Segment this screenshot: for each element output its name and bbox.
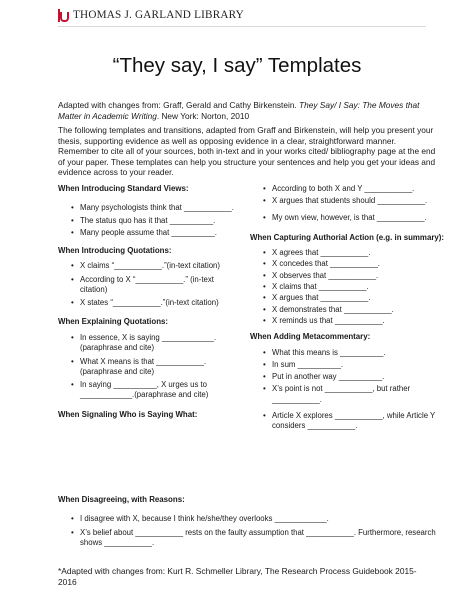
attribution-paragraph xyxy=(58,100,436,121)
list-item: • X reminds us that ___________. xyxy=(250,316,446,326)
signaling-list xyxy=(250,184,446,223)
list-item: • Many psychologists think that ___________. xyxy=(58,203,238,213)
left-column xyxy=(58,184,238,420)
list-item: • X’s point is not ___________, but rather ___________. xyxy=(250,384,446,405)
list-item: • Many people assume that __________. xyxy=(58,228,238,238)
library-header xyxy=(58,8,244,22)
list-item: • According to both X and Y ___________. xyxy=(250,184,446,194)
list-item: • X states “___________.”(in-text citation) xyxy=(58,298,238,308)
list-item: • X’s belief about ___________ rests on the faulty assumption that ___________. Furthermore, research shows ___________. xyxy=(58,528,436,549)
list-item: • My own view, however, is that ___________. xyxy=(250,213,446,223)
signaling-heading: When Signaling Who is Saying What: xyxy=(58,409,198,419)
disagreeing-list xyxy=(58,514,436,548)
disagreeing-section xyxy=(58,495,436,548)
quotations-heading: When Introducing Quotations: xyxy=(58,246,172,256)
list-item: • What X means is that ___________. (paraphrase and cite) xyxy=(58,357,238,378)
metacommentary-heading: When Adding Metacommentary: xyxy=(250,332,371,342)
library-name: THOMAS J. GARLAND LIBRARY xyxy=(73,9,244,21)
metacommentary-list xyxy=(250,348,446,432)
explaining-heading: When Explaining Quotations: xyxy=(58,316,169,326)
list-item: • X demonstrates that ___________. xyxy=(250,305,446,315)
right-column xyxy=(250,184,446,432)
list-item: • I disagree with X, because I think he/she/they overlooks ____________. xyxy=(58,514,436,524)
header-divider xyxy=(58,26,426,27)
standard-views-list xyxy=(58,203,238,238)
list-item: • According to X “___________.” (in-text citation) xyxy=(58,275,238,296)
list-item: • Article X explores ___________, while Article Y considers ___________. xyxy=(250,411,446,432)
list-item: • X argues that ___________. xyxy=(250,293,446,303)
explaining-list xyxy=(58,333,238,401)
list-item: • X argues that students should ___________. xyxy=(250,196,446,206)
list-item: • X agrees that ___________. xyxy=(250,248,446,258)
authorial-action-list xyxy=(250,248,446,326)
attribution-suffix: . New York: Norton, 2010 xyxy=(156,110,250,121)
list-item: • Put in another way __________. xyxy=(250,372,446,382)
list-item: • In sum __________. xyxy=(250,360,446,370)
footnote: *Adapted with changes from: Kurt R. Schmeller Library, The Research Process Guidebook 2015-2016 xyxy=(58,566,417,587)
list-item: • X observes that ___________. xyxy=(250,271,446,281)
attribution-prefix: Adapted with changes from: Graff, Gerald and Cathy Birkenstein. xyxy=(58,100,300,110)
book-title: They Say/ I Say: The Moves that Matter in Academic Writing xyxy=(58,100,420,121)
list-item: • X claims “___________.”(in-text citation) xyxy=(58,261,238,271)
authorial-action-heading: When Capturing Authorial Action (e.g. in summary): xyxy=(250,232,445,242)
list-item: • What this means is __________. xyxy=(250,348,446,358)
quotations-list xyxy=(58,261,238,308)
disagreeing-heading: When Disagreeing, with Reasons: xyxy=(58,495,185,504)
page-title: “They say, I say” Templates xyxy=(112,54,362,77)
list-item: • X concedes that ___________. xyxy=(250,259,446,269)
list-item: • The status quo has it that __________. xyxy=(58,216,238,226)
list-item: • In essence, X is saying ____________. (paraphrase and cite) xyxy=(58,333,238,354)
list-item: • X claims that ___________. xyxy=(250,282,446,292)
list-item: • In saying __________, X urges us to ____________.(paraphrase and cite) xyxy=(58,380,238,401)
library-logo xyxy=(58,9,70,22)
intro-paragraph: The following templates and transitions, adapted from Graff and Birkenstein, will help you present your thesis, supporting evidence as well as opposing evidence in a clear, straightforward manner. Remember to cite all of your sources, both in-text and in your works cited/ bibliography page at the end of your paper. These templates can help you structure your sentences and help you get your ideas and evidence across to your reader. xyxy=(58,125,436,177)
standard-views-heading: When Introducing Standard Views: xyxy=(58,184,189,193)
